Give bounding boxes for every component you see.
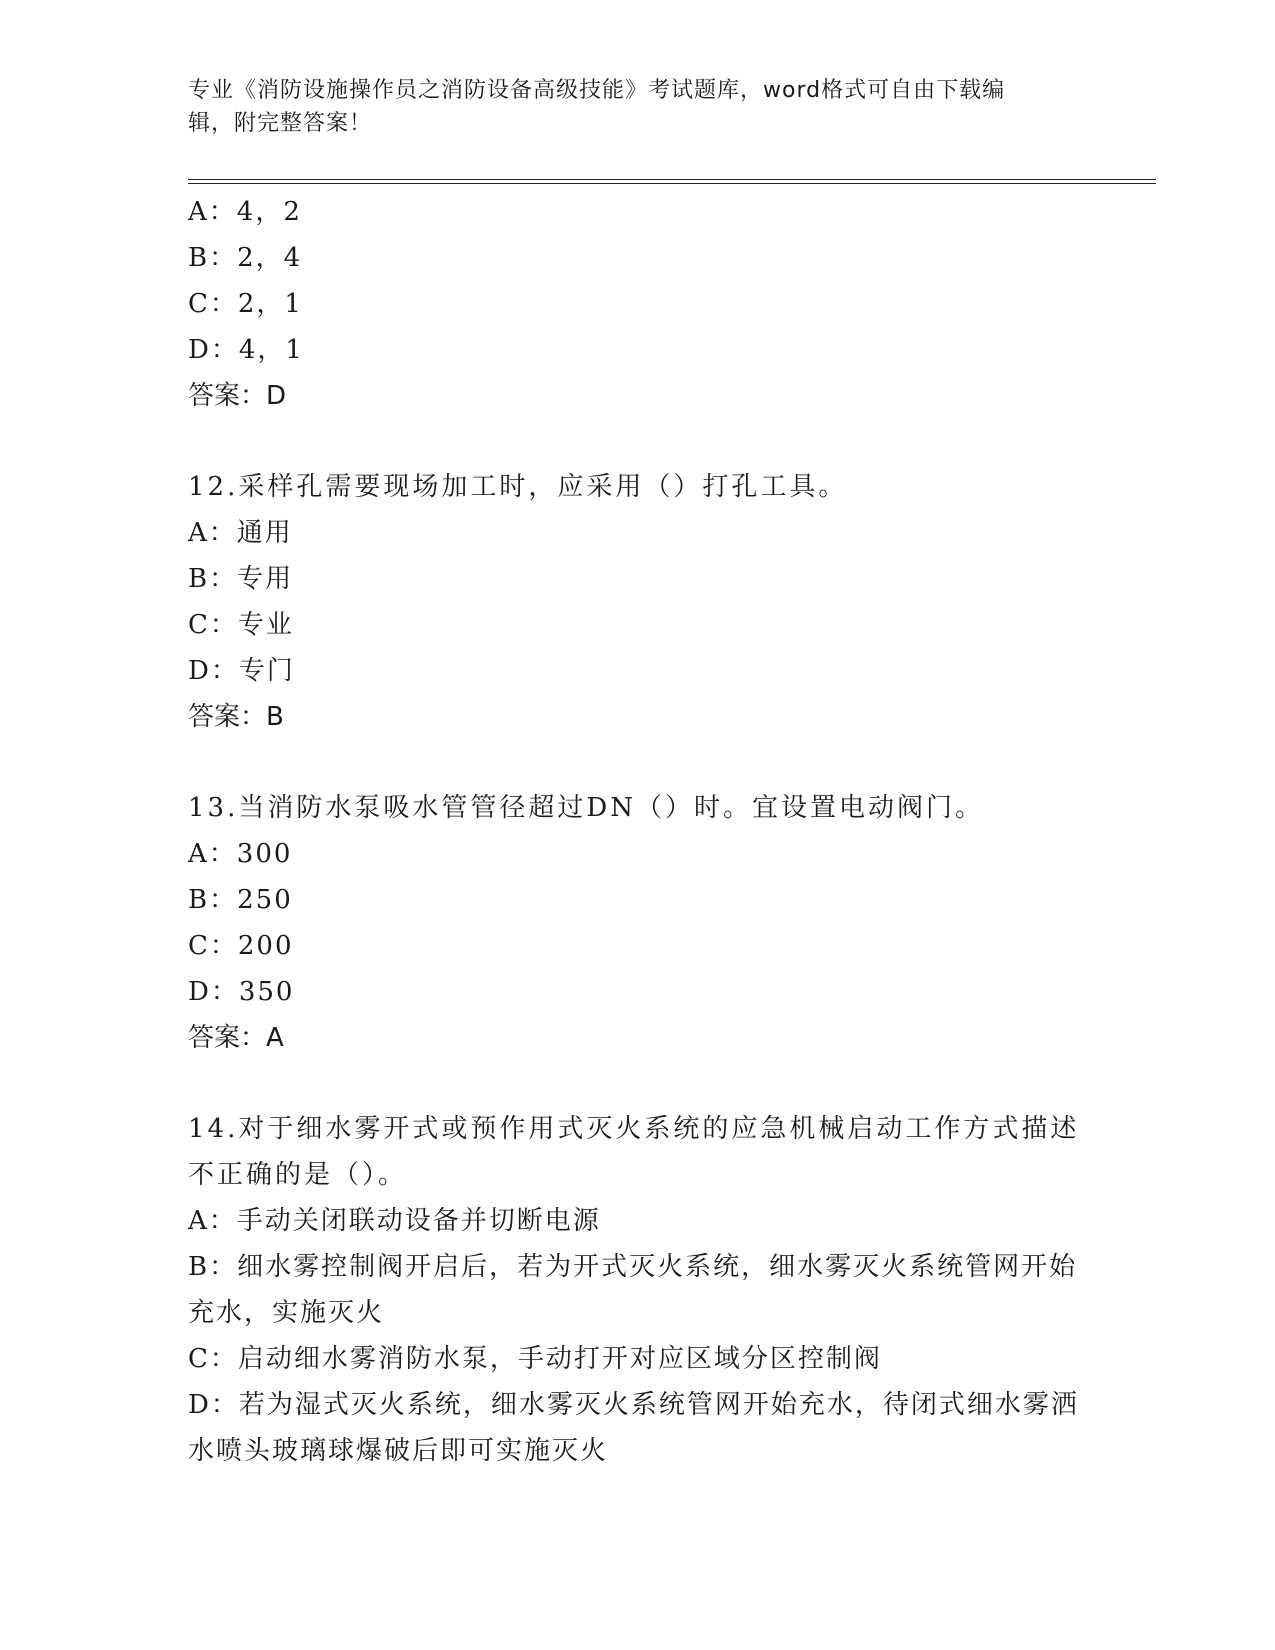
option-d: D：若为湿式灭火系统，细水雾灭火系统管网开始充水，待闭式细水雾洒水喷头玻璃球爆破后即可实施灭火 xyxy=(188,1390,1079,1466)
question-title: 12.采样孔需要现场加工时，应采用（）打孔工具。 xyxy=(188,472,848,502)
option-c: C：2，1 xyxy=(188,289,303,319)
header-line-1: 专业《消防设施操作员之消防设备高级技能》考试题库，word格式可自由下载编 xyxy=(188,78,1006,103)
option-b: B：250 xyxy=(188,885,293,915)
option-a: A：300 xyxy=(188,839,293,869)
answer-line: 答案：D xyxy=(188,381,287,411)
header-divider-top xyxy=(188,179,1156,180)
option-c: C：专业 xyxy=(188,610,294,640)
prev-question-block xyxy=(188,189,1088,419)
option-d: D：专门 xyxy=(188,656,295,686)
answer-line: 答案：B xyxy=(188,702,284,732)
answer-line: 答案：A xyxy=(188,1023,284,1053)
option-a: A：通用 xyxy=(188,518,293,548)
option-b: B：专用 xyxy=(188,564,294,594)
option-c: C：200 xyxy=(188,931,294,961)
option-a: A：4，2 xyxy=(188,197,302,227)
question-title: 13.当消防水泵吸水管管径超过DN（）时。宜设置电动阀门。 xyxy=(188,793,984,823)
question-block-13 xyxy=(188,785,1088,1061)
document-header xyxy=(188,74,1068,140)
option-b: B：2，4 xyxy=(188,243,303,273)
question-content xyxy=(188,189,1088,1474)
option-d: D：350 xyxy=(188,977,295,1007)
option-a: A：手动关闭联动设备并切断电源 xyxy=(188,1206,601,1236)
question-block-12 xyxy=(188,464,1088,740)
option-c: C：启动细水雾消防水泵，手动打开对应区域分区控制阀 xyxy=(188,1344,882,1374)
option-d: D：4，1 xyxy=(188,335,304,365)
question-title: 14.对于细水雾开式或预作用式灭火系统的应急机械启动工作方式描述不正确的是（）。 xyxy=(188,1114,1080,1190)
header-line-2: 辑，附完整答案！ xyxy=(188,111,373,136)
question-block-14 xyxy=(188,1106,1088,1474)
option-b: B：细水雾控制阀开启后，若为开式灭火系统，细水雾灭火系统管网开始充水，实施灭火 xyxy=(188,1252,1078,1328)
header-divider-bottom xyxy=(188,183,1156,184)
